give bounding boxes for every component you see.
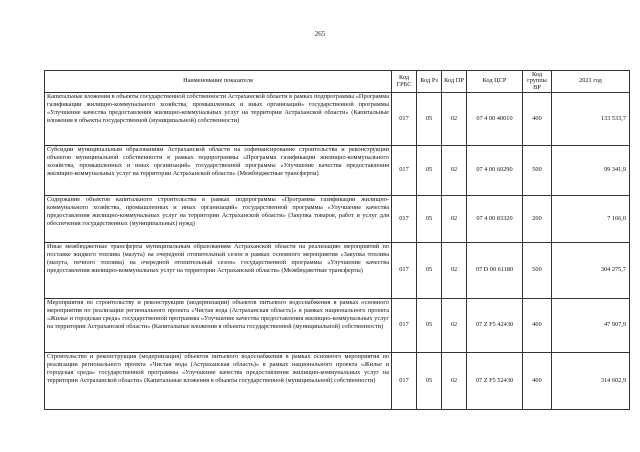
header-pr-code: Код ПР [442, 71, 467, 93]
row-amount-2021: 314 602,9 [552, 353, 630, 410]
table-row [45, 146, 630, 196]
row-csr-code: 07 Z F5 42430 [467, 299, 523, 353]
row-indicator-name: Строительство и реконструкция (модернизация) объектов питьевого водоснабжения в рамках основного мероприятия по реализации регионального проекта «Чистая вода (Астраханская область)» в рамках национального проекта «Жилье и городская среда» государственной программы «Улучшение качества предоставления жилищно-коммунальных услуг на территории Астраханской области» (Капитальные вложения в объекты государственной (муниципальной) собственности) [45, 353, 392, 410]
row-grbs-code: 017 [392, 299, 417, 353]
row-pr-code: 02 [442, 243, 467, 299]
row-csr-code: 07 4 00 60290 [467, 146, 523, 196]
table-row [45, 196, 630, 243]
row-indicator-name: Иные межбюджетные трансферты муниципальным образованиям Астраханской области на реализацию мероприятий по поставке жидкого топлива (мазута) на очередной отопительный сезон в рамках основного мероприятия «Закупка топлива (мазута, печного топлива) на очередной отопительный сезон» государственной программы «Улучшение качества предоставления жилищно-коммунальных услуг на территории Астраханской области» (Межбюджетные трансферты) [45, 243, 392, 299]
header-csr-code: Код ЦСР [467, 71, 523, 93]
header-rz-code: Код Рз [417, 71, 442, 93]
row-vr-code: 500 [523, 146, 552, 196]
row-pr-code: 02 [442, 299, 467, 353]
row-csr-code: 07 Z F5 52430 [467, 353, 523, 410]
row-pr-code: 02 [442, 93, 467, 146]
row-grbs-code: 017 [392, 243, 417, 299]
row-pr-code: 02 [442, 353, 467, 410]
header-indicator-name: Наименование показателя [45, 71, 392, 93]
row-indicator-name: Субсидии муниципальным образованиям Астраханской области на софинансирование строительства и реконструкции объектов муниципальной собственности в рамках подпрограммы «Программа газификации жилищно-коммунального хозяйства, промышленных и иных организаций» государственной программы «Улучшение качества предоставления жилищно-коммунальных услуг на территории Астраханской области» (Межбюджетные трансферты) [45, 146, 392, 196]
budget-table [44, 70, 630, 410]
row-grbs-code: 017 [392, 93, 417, 146]
row-rz-code: 05 [417, 146, 442, 196]
row-grbs-code: 017 [392, 196, 417, 243]
header-grbs-code: Код ГРБС [392, 71, 417, 93]
row-csr-code: 07 4 00 40010 [467, 93, 523, 146]
row-indicator-name: Мероприятия по строительству и реконструкции (модернизации) объектов питьевого водоснабжения в рамках основного мероприятия по реализации регионального проекта «Чистая вода (Астраханская область)» в рамках национального проекта «Жилье и городская среда» государственной программы «Улучшение качества предоставления жилищно-коммунальных услуг на территории Астраханской области» (Капитальные вложения в объекты государственной (муниципальной) собственности) [45, 299, 392, 353]
row-amount-2021: 304 275,7 [552, 243, 630, 299]
row-grbs-code: 017 [392, 353, 417, 410]
row-rz-code: 05 [417, 196, 442, 243]
row-amount-2021: 99 341,9 [552, 146, 630, 196]
row-csr-code: 07 4 00 83320 [467, 196, 523, 243]
row-rz-code: 05 [417, 299, 442, 353]
table-row [45, 243, 630, 299]
row-vr-code: 400 [523, 353, 552, 410]
row-rz-code: 05 [417, 93, 442, 146]
table-header-row [45, 71, 630, 93]
row-pr-code: 02 [442, 196, 467, 243]
header-vr-code: Код группы ВР [523, 71, 552, 93]
row-rz-code: 05 [417, 353, 442, 410]
row-vr-code: 500 [523, 243, 552, 299]
row-indicator-name: Капитальные вложения в объекты государственной собственности Астраханской области в рамках подпрограммы «Программа газификации жилищно-коммунального хозяйства, промышленных и иных организаций» государственной программы «Улучшение качества предоставления жилищно-коммунальных услуг на территории Астраханской области» (Капитальные вложения в объекты государственной (муниципальной) собственности) [45, 93, 392, 146]
row-vr-code: 200 [523, 196, 552, 243]
table-row [45, 93, 630, 146]
row-amount-2021: 47 907,9 [552, 299, 630, 353]
page-number: 265 [314, 30, 326, 38]
row-grbs-code: 017 [392, 146, 417, 196]
row-csr-code: 07 D 00 61180 [467, 243, 523, 299]
row-vr-code: 400 [523, 93, 552, 146]
row-vr-code: 400 [523, 299, 552, 353]
row-indicator-name: Содержание объектов капитального строительства в рамках подпрограммы «Программа газификации жилищно-коммунального хозяйства, промышленных и иных организаций» государственной программы «Улучшение качества предоставления жилищно-коммунальных услуг на территории Астраханской области» (Закупка товаров, работ и услуг для обеспечения государственных (муниципальных) нужд) [45, 196, 392, 243]
row-amount-2021: 7 166,0 [552, 196, 630, 243]
header-year-2021: 2021 год [552, 71, 630, 93]
row-rz-code: 05 [417, 243, 442, 299]
row-amount-2021: 133 533,7 [552, 93, 630, 146]
table-row [45, 353, 630, 410]
row-pr-code: 02 [442, 146, 467, 196]
table-row [45, 299, 630, 353]
